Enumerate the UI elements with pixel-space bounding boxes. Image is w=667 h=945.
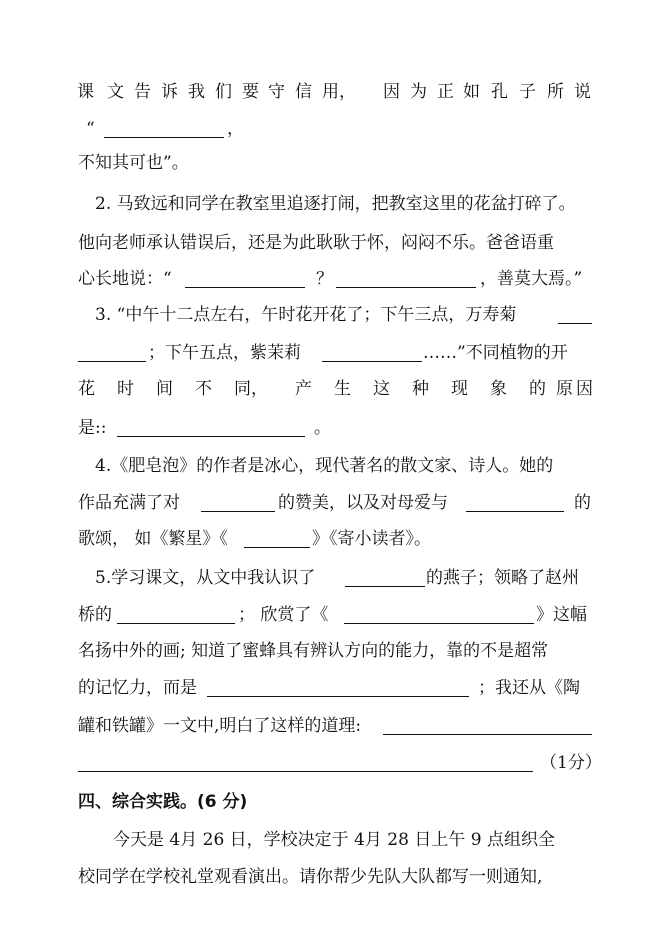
char: 用，: [322, 82, 356, 102]
char: 告: [134, 82, 151, 102]
answer-blank[interactable]: [345, 586, 425, 587]
line-9: [0, 372, 667, 406]
char: 如: [463, 82, 480, 102]
char: 产: [295, 379, 312, 399]
char: 花: [78, 379, 95, 399]
char: 的: [529, 379, 546, 399]
answer-blank[interactable]: [322, 361, 422, 362]
line-2: [0, 112, 667, 146]
char: 时: [117, 379, 134, 399]
line-19: [0, 746, 667, 780]
char: 说: [574, 82, 591, 102]
answer-blank[interactable]: [336, 287, 476, 288]
text: 的: [574, 493, 591, 513]
line-18: [0, 709, 667, 743]
char: 所: [547, 82, 564, 102]
line-1: [0, 75, 667, 109]
section-heading: 四、综合实践。(6 分): [78, 792, 248, 812]
text: ；下午五点，紫茉莉: [148, 343, 301, 363]
text: 的赞美，以及对母爱与: [278, 493, 448, 513]
text: 桥的: [78, 605, 112, 625]
char: 为: [410, 82, 427, 102]
char: 信: [295, 82, 312, 102]
line-7: [0, 298, 667, 332]
answer-blank[interactable]: [244, 547, 310, 548]
answer-blank[interactable]: [78, 771, 533, 772]
text: ？: [316, 269, 333, 289]
char: 文: [107, 82, 124, 102]
char: 诉: [161, 82, 178, 102]
char: 因: [383, 82, 400, 102]
text: 心长地说：“: [78, 269, 172, 289]
char: 要: [242, 82, 259, 102]
answer-blank[interactable]: [104, 137, 224, 138]
paragraph-line-2: [0, 860, 667, 894]
text: 校同学在学校礼堂观看演出。请你帮少先队大队都写一则通知,: [78, 867, 543, 887]
char: 同，: [234, 379, 268, 399]
line-6: [0, 262, 667, 296]
text: 歌颂， 如《繁星》《: [78, 529, 228, 549]
section-title: [0, 785, 667, 819]
open-quote: “: [86, 119, 95, 139]
question-3: 3. “中午十二点左右，午时花开花了；下午三点，万寿菊: [95, 305, 517, 325]
text: 作品充满了对: [78, 493, 180, 513]
answer-blank[interactable]: [466, 511, 564, 512]
char: 种: [412, 379, 429, 399]
text: 。: [314, 418, 331, 438]
text: 他向老师承认错误后，还是为此耿耿于怀，闷闷不乐。爸爸语重: [78, 233, 554, 253]
line-17: [0, 671, 667, 705]
char: 守: [268, 82, 285, 102]
char: 课: [77, 82, 94, 102]
text: 的燕子；领略了赵州: [426, 568, 579, 588]
score-label: （1分）: [540, 753, 602, 773]
text: ； 欣赏了《: [238, 605, 329, 625]
text: 今天是 4月 26 日，学校决定于 4月 28 日上午 9 点组织全: [113, 830, 555, 850]
comma: ，: [227, 119, 244, 139]
answer-blank[interactable]: [117, 623, 235, 624]
line-13: [0, 522, 667, 556]
text: ；我还从《陶: [478, 678, 580, 698]
text: ……”不同植物的开: [423, 343, 568, 363]
answer-blank[interactable]: [78, 361, 146, 362]
line-4: [0, 187, 667, 221]
line-16: [0, 634, 667, 668]
line-10: [0, 411, 667, 445]
char: 孔: [491, 82, 508, 102]
line-11: [0, 449, 667, 483]
text: 名扬中外的画; 知道了蜜蜂具有辨认方向的能力，靠的不是超常: [78, 641, 549, 661]
text: 》《寄小读者》。: [312, 529, 431, 549]
question-2: 2. 马致远和同学在教室里追逐打闹，把教室这里的花盆打碎了。: [95, 194, 576, 214]
question-5: 5.学习课文，从文中我认识了: [95, 568, 316, 588]
char: 们: [215, 82, 232, 102]
text: 的记忆力，而是: [78, 678, 197, 698]
char: 这: [373, 379, 390, 399]
line-14: [0, 561, 667, 595]
line-8: [0, 336, 667, 370]
answer-blank[interactable]: [207, 696, 469, 697]
text: ，善莫大焉。”: [480, 269, 583, 289]
char: 原: [556, 379, 573, 399]
answer-blank[interactable]: [344, 623, 534, 624]
line-15: [0, 598, 667, 632]
text: 罐和铁罐》一文中,明白了这样的道理:: [78, 716, 362, 736]
answer-blank[interactable]: [201, 511, 275, 512]
answer-blank[interactable]: [558, 323, 592, 324]
char: 现: [451, 379, 468, 399]
char: 正: [437, 82, 454, 102]
char: 象: [490, 379, 507, 399]
text: 是::: [78, 418, 107, 438]
char: 生: [334, 379, 351, 399]
line-3: [0, 146, 667, 180]
char: 因: [576, 379, 593, 399]
char: 我: [188, 82, 205, 102]
answer-blank[interactable]: [185, 287, 305, 288]
text: 》这幅: [536, 605, 587, 625]
char: 间: [156, 379, 173, 399]
answer-blank[interactable]: [383, 734, 592, 735]
paragraph-line-1: [0, 823, 667, 857]
line-12: [0, 486, 667, 520]
line-5: [0, 226, 667, 260]
text: 不知其可也”。: [78, 153, 189, 173]
question-4: 4.《肥皂泡》的作者是冰心，现代著名的散文家、诗人。她的: [95, 456, 554, 476]
answer-blank[interactable]: [117, 436, 305, 437]
char: 不: [195, 379, 212, 399]
char: 子: [519, 82, 536, 102]
